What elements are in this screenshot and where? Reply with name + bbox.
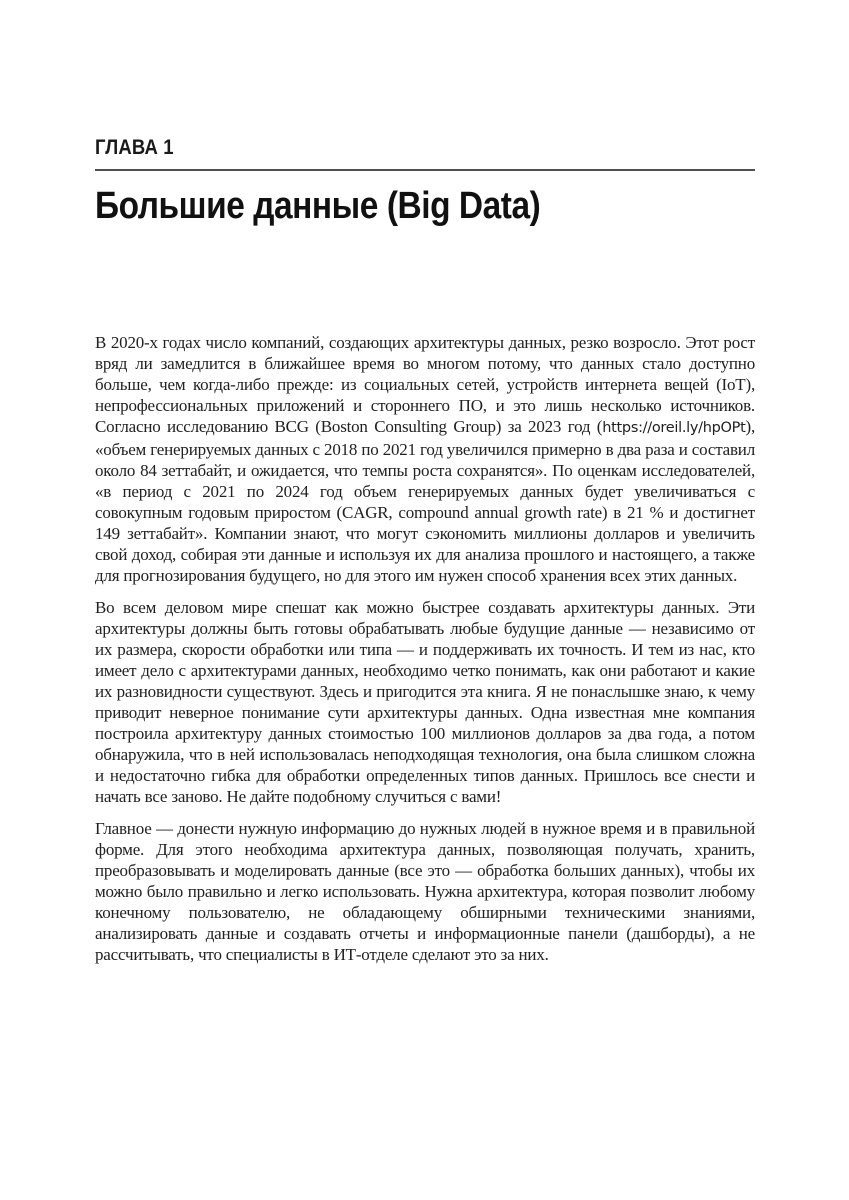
body-text <box>95 332 755 965</box>
chapter-title: Большие данные (Big Data) <box>95 185 541 227</box>
paragraph-1-text-before-link: В 2020-х годах число компаний, создающих архитектуры данных, резко возросло. Этот рост вряд ли замедлится в ближайшее время во многом потому, что данных стало доступно больше, чем когда-либо прежде: из социальных сетей, устройств интернета вещей (IoT), непрофессиональных приложений и стороннего ПО, и это лишь несколько источников. Согласно исследованию BCG (Boston Consulting Group) за 2023 год ( <box>95 333 755 436</box>
oreilly-link: https://oreil.ly/hpOPt <box>602 420 746 436</box>
paragraph-1-text-after-link: ), «объем генерируемых данных с 2018 по 2021 год увеличился примерно в два раза и составил около 84 зеттабайт, и ожидается, что темпы роста сохранятся». По оценкам исследователей, «в период с 2021 по 2024 год объем генерируемых данных будет увеличиваться с совокупным годовым приростом (CAGR, compound annual growth rate) в 21 % и достигнет 149 зеттабайт». Компании знают, что могут сэкономить миллионы долларов и увеличить свой доход, собирая эти данные и используя их для анализа прошлого и настоящего, а также для прогнозирования будущего, но для этого им нужен способ хранения всех этих данных. <box>95 417 755 585</box>
paragraph-1 <box>95 332 755 586</box>
chapter-divider <box>95 169 755 171</box>
paragraph-2: Во всем деловом мире спешат как можно быстрее создавать архитектуры данных. Эти архитектуры должны быть готовы обрабатывать любые будущие данные — независимо от их размера, скорости обработки или типа — и поддерживать их точность. И тем из нас, кто имеет дело с архитектурами данных, необходимо четко понимать, как они работают и какие их разновидности существуют. Здесь и пригодится эта книга. Я не понаслышке знаю, к чему приводит неверное понимание сути архитектуры данных. Одна известная мне компания построила архитектуру данных стоимостью 100 миллионов долларов за два года, а потом обнаружила, что в ней использовалась неподходящая технология, она была слишком сложна и недостаточно гибка для обработки определенных типов данных. Пришлось все снести и начать все заново. Не дайте подобному случиться с вами! <box>95 598 755 806</box>
chapter-label: ГЛАВА 1 <box>95 136 174 159</box>
paragraph-3: Главное — донести нужную информацию до нужных людей в нужное время и в правильной форме. Для этого необходима архитектура данных, позволяющая получать, хранить, преобразовывать и моделировать данные (все это — обработка больших данных), чтобы их можно было правильно и легко использовать. Нужна архитектура, которая позволит любому конечному пользователю, не обладающему обширными техническими знаниями, анализировать данные и создавать отчеты и информационные панели (дашборды), а не рассчитывать, что специалисты в ИТ-отделе сделают это за них. <box>95 819 755 964</box>
